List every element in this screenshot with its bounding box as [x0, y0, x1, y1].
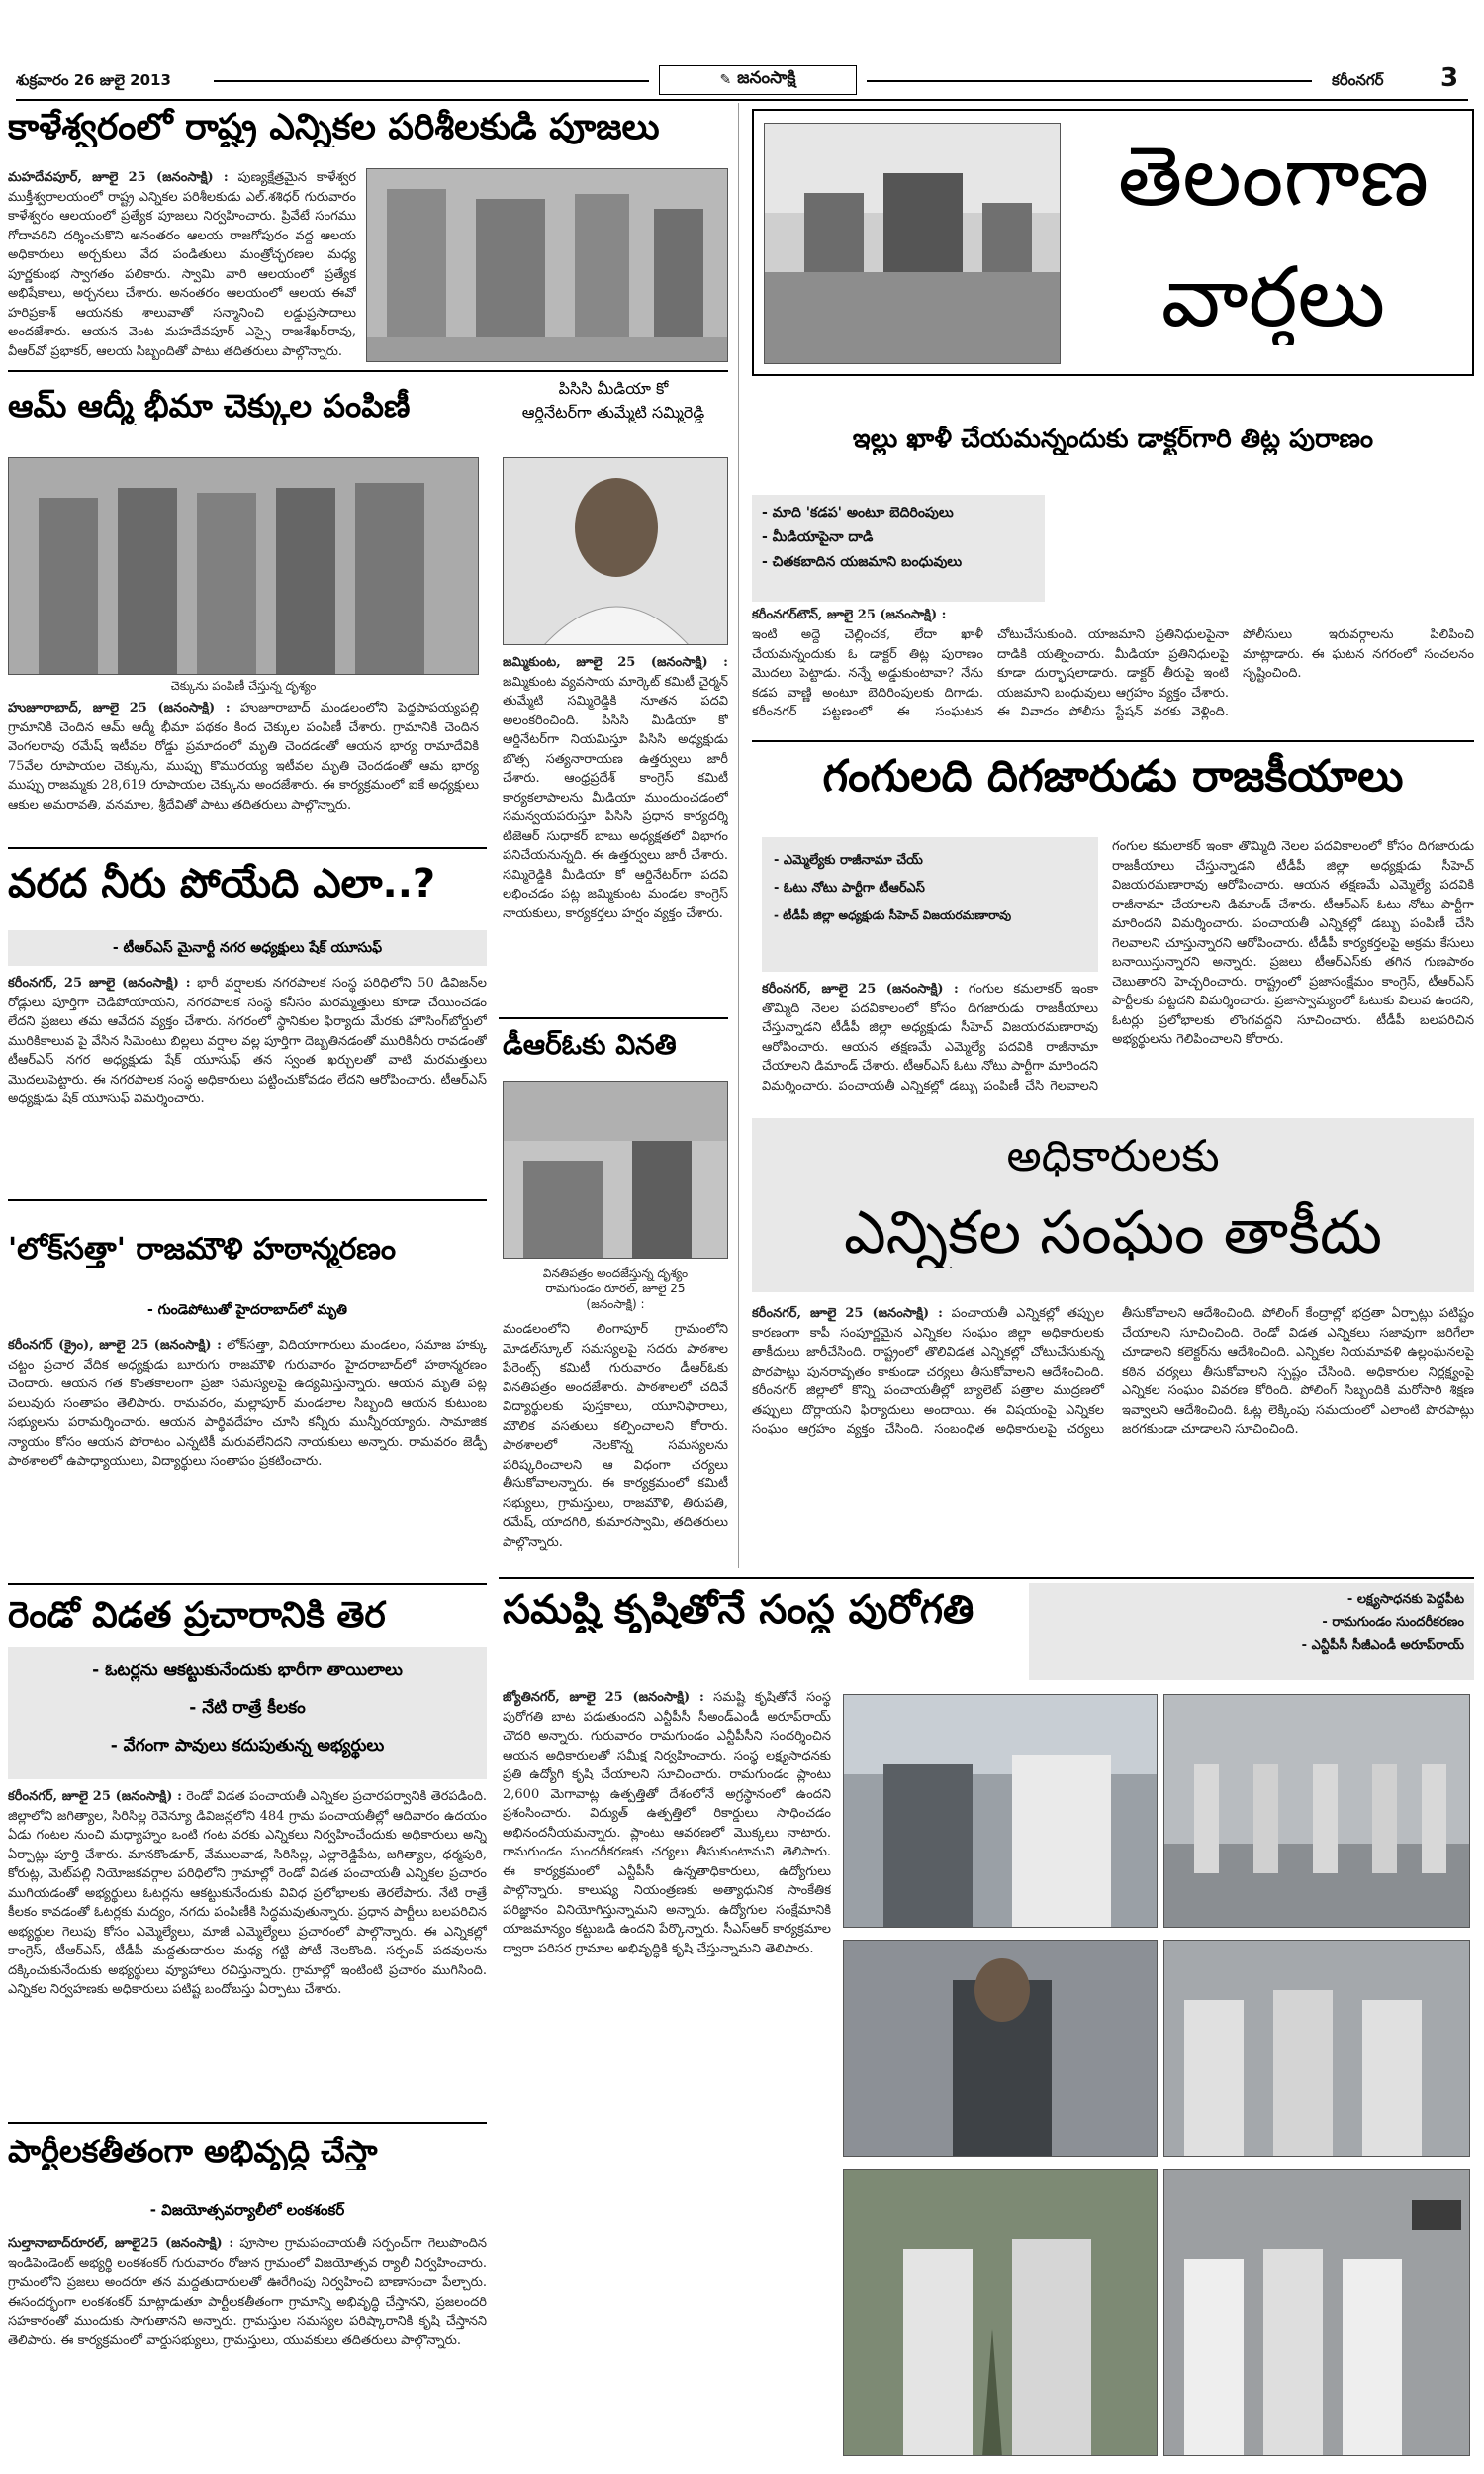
story9-text: ఇంటి అద్దె చెల్లించక, లేదా ఖాళీ చేయమన్నందుకు ఓ డాక్టర్‌ తిట్ల పురాణం మొదలు పెట్టాడు. నన్నే అడ్డుకుంటావా? నేను కడప వాణ్ణి అంటూ బెదిరింపులకు దిగాడు. కరీంనగర్‌ పట్టణంలో ఈ సంఘటన చోటుచేసుకుంది. యాజమాని ప్రతినిధులపైనా దాడికి యత్నించారు. మీడియా ప్రతినిధులపై కూడా దుర్భాషలాడారు. డాక్టర్‌ తీరుపై ఇంటి యజమాని బంధువులు ఆగ్రహం వ్యక్తం చేశారు. ఈ వివాదం పోలీసు స్టేషన్‌ వరకు వెళ్లింది. పోలీసులు ఇరువర్గాలను పిలిపించి మాట్లాడారు. ఈ ఘటన నగరంలో సంచలనం సృష్టించింది.: [752, 627, 1474, 719]
story12-text: సమష్టి కృషితోనే సంస్థ పురోగతి బాట పడుతుందని ఎన్టీపీసీ సీఅండ్‌ఎండీ అరూప్‌రాయ్‌ చౌదరి అన్నారు. గురువారం రామగుండం ఎన్టీపీసీని సందర్శించిన ఆయన అధికారులతో సమీక్ష నిర్వహించారు. సంస్థ లక్ష్యసాధనకు ప్రతి ఉద్యోగి కృషి చేయాలని సూచించారు. రామగుండం ప్లాంటు 2,600 మెగావాట్ల ఉత్పత్తితో దేశంలోనే అగ్రస్థానంలో ఉందని ప్రశంసించారు. విద్యుత్‌ ఉత్పత్తిలో రికార్డులు సాధించడం అభినందనీయమన్నారు. ప్లాంటు ఆవరణలో మొక్కలు నాటారు. రామగుండం సుందరీకరణకు చర్యలు తీసుకుంటామని తెలిపారు. ఈ కార్యక్రమంలో ఎన్టీపీసీ ఉన్నతాధికారులు, ఉద్యోగులు పాల్గొన్నారు. కాలుష్య నియంత్రణకు అత్యాధునిక సాంకేతిక పరిజ్ఞానం వినియోగిస్తున్నామని అన్నారు. ఉద్యోగుల సంక్షేమానికి యాజమాన్యం కట్టుబడి ఉందని పేర్కొన్నారు. సీఎస్‌ఆర్‌ కార్యక్రమాల ద్వారా పరిసర గ్రామాల అభివృద్ధికి కృషి చేస్తున్నామని తెలిపారు.: [503, 1690, 831, 1956]
story9-bullets: [752, 495, 1045, 602]
plant-visit-illustration: [1164, 2170, 1470, 2456]
page-number: 3: [1440, 63, 1459, 93]
banner-fort-photo: [764, 123, 1061, 364]
story12-headline: సమష్టి కృషితోనే సంస్థ పురోగతి: [503, 1587, 974, 1633]
story1-body: [8, 168, 356, 362]
paper-logo: [659, 65, 857, 95]
story12-bullet-1: - లక్ష్యసాధనకు పెద్దపీట: [1346, 1592, 1464, 1607]
section-banner: [752, 109, 1474, 376]
story1-photo: [366, 168, 728, 362]
story6-body: [503, 1320, 728, 1575]
story8-subhead: - విజయోత్సవర్యాలీలో లంకశంకర్‌: [149, 2201, 345, 2219]
story9-bullet-1: - మాది 'కడప' అంటూ బెదిరింపులు: [762, 505, 954, 521]
story9-body: [752, 625, 1474, 734]
story2-text: హుజూరాబాద్‌ మండలంలోని పెద్దపాపయ్యపల్లి గ్రామానికి చెందిన ఆమ్‌ ఆద్మీ భీమా పథకం కింద చెక్కుల పంపిణీ చేశారు. గ్రామానికి చెందిన వెంగలరావు రమేష్‌ ఇటీవల రోడ్డు ప్రమాదంలో మృతి చెందడంతో ఆయన భార్య రామాదేవికి 75వేల రూపాయల చెక్కును, ముప్పు కొమురయ్య ఇటీవల మృతి చెందడంతో ఆమ భార్య ముప్పు రాజమ్మకు 28,619 రూపాయల చెక్కును అందజేశారు. ఈ కార్యక్రమంలో ఐకే అధ్యక్షులు ఆకుల అమరావతి, వనమాల, శ్రీదేవితో పాటు తదితరులు పాల్గొన్నారు.: [8, 701, 479, 812]
story10-bullet-2: - ఓటు నోటు పార్టీగా టీఆర్‌ఎస్‌: [774, 881, 925, 896]
story7-subhead-3: - వేగంగా పావులు కదుపుతున్న అభ్యర్థులు: [110, 1736, 385, 1756]
puja-photo-illustration: [367, 169, 728, 362]
cheque-photo-illustration: [9, 458, 479, 675]
story7-subhead-1: - ఓటర్లను ఆకట్టుకునేందుకు భారీగా తాయిలాలు: [92, 1661, 403, 1680]
story10-bullet-3: - టీడీపీ జిల్లా అధ్యక్షుడు సీహెచ్‌ విజయరమణారావు: [774, 908, 1012, 922]
story7-dateline: కరీంనగర్‌, జూలై 25 (జనంసాక్షి) :: [8, 1789, 182, 1804]
story5-text: లోక్‌సత్తా, విదియాగారులు మండలం, సమాజ హక్కు చట్టం ప్రచార వేదిక అధ్యక్షుడు బూరుగు రాజమౌళి గురువారం హైదరాబాద్‌లో హఠాన్మరణం చెందారు. ఆయన గత కొంతకాలంగా ప్రజా సమస్యలపై ఉద్యమిస్తున్నారు. ఆయన మృతి పట్ల పలువురు సంతాపం తెలిపారు. రామవరం, మల్లాపూర్‌ మండలాల సిబ్బంది ఆయన కుటుంబ సభ్యులను పరామర్శించారు. ఆయన పార్థివదేహం చూసి కన్నీరు మున్నీరయ్యారు. సామాజిక న్యాయం కోసం ఆయన పోరాటం ఎన్నటికీ మరువలేనిదని నాయకులు అన్నారు. రామవరం జెడ్పీ పాఠశాలలో ఉపాధ్యాయులు, విద్యార్థులు సంతాపం ప్రకటించారు.: [8, 1338, 487, 1469]
story1-dateline: మహదేవపూర్‌, జూలై 25 (జనంసాక్షి) :: [8, 170, 229, 185]
story7-body: [8, 1787, 487, 2114]
story6-photo: [503, 1081, 728, 1259]
guard-parade-illustration: [1164, 1695, 1470, 1928]
story12-bullets: [1029, 1583, 1474, 1680]
story3-text: జమ్మికుంట వ్యవసాయ మార్కెట్‌ కమిటీ చైర్మన్‌ తుమ్మేటి సమ్మిరెడ్డికి నూతన పదవి అలంకరించింది. పిసిసి మీడియా కో ఆర్డినేటర్‌గా నియమిస్తూ పిసిసి అధ్యక్షుడు బొత్స సత్యనారాయణ ఉత్తర్వులు జారీ చేశారు. ఆంధ్రప్రదేశ్‌ కాంగ్రెస్‌ కమిటీ కార్యకలాపాలను మీడియా ముందుంచడంలో సమన్వయపరుస్తూ పిసిసి ప్రధాన కార్యదర్శి టిజెఆర్‌ సుధాకర్‌ బాబు అధ్యక్షతలో విభాగం పనిచేయనున్నది. ఈ ఉత్తర్వులు జారీ చేశారు. సమ్మిరెడ్డికి మీడియా కో ఆర్డినేటర్‌గా పదవి లభించడం పట్ల జమ్మికుంట మండల కాంగ్రెస్‌ నాయకులు, కార్యకర్తలు హర్షం వ్యక్తం చేశారు.: [503, 674, 728, 921]
story10-body: [762, 980, 1098, 1094]
story6-caption: [503, 1265, 728, 1313]
story12-dateline: జ్యోతినగర్‌, జూలై 25 (జనంసాక్షి) :: [503, 1690, 704, 1705]
story3-body: [503, 653, 728, 1015]
story8-dateline: సుల్తానాబాద్‌రూరల్‌, జూలై25 (జనంసాక్షి) :: [8, 2236, 234, 2251]
story11-headline-line1: అధికారులకు: [1006, 1132, 1220, 1182]
story12-photo-4: [1163, 1940, 1470, 2157]
story3-dateline: జమ్మికుంట, జూలై 25 (జనంసాక్షి) :: [503, 655, 728, 670]
story4-dateline: కరీంనగర్‌, 25 జూలై (జనంసాక్షి) :: [8, 976, 191, 991]
story12-photo-5: [843, 2169, 1158, 2456]
logo-icon: ✎: [719, 72, 732, 88]
story7-text: రెండో విడత పంచాయతీ ఎన్నికల ప్రచారపర్వానికి తెరపడింది. జిల్లాలోని జగిత్యాల, సిరిసిల్ల రెవెన్యూ డివిజన్లలోని 484 గ్రామ పంచాయతీల్లో ఆదివారం ఉదయం ఏడు గంటల నుంచి మధ్యాహ్నం ఒంటి గంట వరకు ఎన్నికలు నిర్వహించేందుకు అధికారులు అన్ని ఏర్పాట్లు పూర్తి చేశారు. మానకొండూర్‌, వేములవాడ, సిరిసిల్ల, ఎల్లారెడ్డిపేట, జగిత్యాల, ధర్మపురి, కోరుట్ల, మెట్‌పల్లి నియోజకవర్గాల పరిధిలోని గ్రామాల్లో రెండో విడత పంచాయతీ ఎన్నికల ప్రచారం ముగియడంతో అభ్యర్థులు ఓటర్లను ఆకట్టుకునేందుకు వివిధ ప్రలోభాలకు తెరలేపారు. నేటి రాత్రే కీలకం కావడంతో ఓటర్లకు మద్యం, నగదు పంపిణీకి సిద్ధమవుతున్నారు. ప్రధాన పార్టీలు బలపరిచిన అభ్యర్థుల గెలుపు కోసం ఎమ్మెల్యేలు, మాజీ ఎమ్మెల్యేలు ప్రచారంలో పాల్గొన్నారు. ఈ ఎన్నికల్లో కాంగ్రెస్‌, టీఆర్‌ఎస్‌, టీడీపీ మద్దతుదారుల మధ్య గట్టి పోటీ నెలకొంది. సర్పంచ్‌ పదవులను దక్కించుకునేందుకు అభ్యర్థులు వ్యూహాలు రచిస్తున్నారు. గ్రామాల్లో ఇంటింటి ప్రచారం ముగిసింది. ఎన్నికల నిర్వహణకు అధికారులు పటిష్ట బందోబస్తు ఏర్పాటు చేశారు.: [8, 1789, 487, 1997]
story11-text: పంచాయతీ ఎన్నికల్లో తప్పుల కారణంగా కాపీ సంపూర్ణమైన ఎన్నికల సంఘం జిల్లా అధికారులకు తాకీదులు జారీచేసింది. రాష్ట్రంలో తొలివిడత ఎన్నికల్లో చోటుచేసుకున్న పొరపాట్లు పునరావృతం కాకుండా చర్యలు తీసుకోవాలని ఆదేశించింది. కరీంనగర్‌ జిల్లాలో కొన్ని పంచాయతీల్లో బ్యాలెట్‌ పత్రాల ముద్రణలో తప్పులు దొర్లాయని ఫిర్యాదులు అందాయి. ఈ విషయంపై ఎన్నికల సంఘం ఆగ్రహం వ్యక్తం చేసింది. సంబంధిత అధికారులపై చర్యలు తీసుకోవాలని ఆదేశించింది. పోలింగ్‌ కేంద్రాల్లో భద్రతా ఏర్పాట్లు పటిష్టం చేయాలని సూచించింది. రెండో విడత ఎన్నికలు సజావుగా జరిగేలా చూడాలని కలెక్టర్‌ను ఆదేశించింది. ఎన్నికల నియమావళి ఉల్లంఘనలపై కఠిన చర్యలు తీసుకోవాలని స్పష్టం చేసింది. అధికారుల నిర్లక్ష్యంపై ఎన్నికల సంఘం వివరణ కోరింది. పోలింగ్‌ సిబ్బందికి మరోసారి శిక్షణ ఇవ్వాలని ఆదేశించింది. ఓట్ల లెక్కింపు సమయంలో ఎలాంటి పొరపాట్లు జరగకుండా చూడాలని సూచించింది.: [752, 1306, 1474, 1437]
story5-dateline: కరీంనగర్‌ (క్రైం), జూలై 25 (జనంసాక్షి) :: [8, 1338, 222, 1353]
story7-headline: రెండో విడత ప్రచారానికి తెర: [8, 1595, 386, 1636]
portrait-illustration: [504, 458, 728, 645]
speech-photo-illustration: [844, 1941, 1158, 2157]
story2-headline: ఆమ్‌ ఆద్మీ భీమా చెక్కుల పంపిణీ: [8, 388, 411, 425]
story11-body: [752, 1304, 1474, 1566]
story1-text: పుణ్యక్షేత్రమైన కాళేశ్వర ముక్తీశ్వరాలయంలో రాష్ట్ర ఎన్నికల పరిశీలకుడు ఎల్‌.శశిధర్‌ గురువారం కాళేశ్వరం ఆలయంలో ప్రత్యేక పూజలు నిర్వహించారు. ప్రివేటే సంగము గోదావరిని దర్శించుకొని అనంతరం ఆలయ రాజగోపురం వద్ద ఆలయ అధికారులు అర్చకులు వేద పండితులు మంత్రోచ్ఛరణల మధ్య పూర్ణకుంభ స్వాగతం పలికారు. స్వామి వారి ఆలయంలో ప్రత్యేక అభిషేకాలు, అర్చనలు చేశారు. అనంతరం ఆలయంలో ఆలయ ఈవో హరిప్రకాశ్‌ ఆయనకు శాలువాతో సన్మానించి లడ్డుప్రసాదాలు అందజేశారు. ఆయన వెంట మహదేవపూర్‌ ఎస్సై రాజశేఖర్‌రావు, వీఆర్‌వో ప్రభాకర్‌, ఆలయ సిబ్బందితో పాటు తదితరులు పాల్గొన్నారు.: [8, 170, 356, 359]
story2-body: [8, 699, 479, 841]
tree-planting-illustration: [844, 2170, 1158, 2456]
story3-photo: [503, 457, 728, 645]
story10-bullets: [762, 837, 1098, 972]
masthead: [16, 63, 1468, 99]
fort-illustration: [765, 124, 1061, 364]
story9-dateline: కరీంనగర్‌టౌన్‌, జూలై 25 (జనంసాక్షి) :: [752, 608, 947, 622]
story9-headline: ఇల్లు ఖాళీ చేయమన్నందుకు డాక్టర్‌గారి తిట్ల పురాణం: [852, 426, 1374, 454]
story12-bullet-3: - ఎన్టీపీసీ సీజీఎండీ అరూప్‌రాయ్‌: [1301, 1638, 1464, 1653]
banner-line2: వార్తలు: [1160, 249, 1386, 345]
story6-text: మండలంలోని లింగాపూర్‌ గ్రామంలోని మోడల్‌స్కూల్‌ సమస్యలపై సదరు పాఠశాల పేరెంట్స్‌ కమిటీ గురువారం డీఆర్‌ఓకు వినతిపత్రం అందజేశారు. పాఠశాలలో చదివే విద్యార్థులకు పుస్తకాలు, యూనిఫారాలు, మౌలిక వసతులు కల్పించాలని కోరారు. పాఠశాలలో నెలకొన్న సమస్యలను పరిష్కరించాలని ఆ విధంగా చర్యలు తీసుకోవాలన్నారు. ఈ కార్యక్రమంలో కమిటీ సభ్యులు, గ్రామస్తులు, రాజమౌళి, తిరుపతి, రమేష్‌, యాదగిరి, కుమారస్వామి, తదితరులు పాల్గొన్నారు.: [503, 1322, 728, 1550]
welcome-photo-illustration: [844, 1695, 1158, 1928]
story10-dateline: కరీంనగర్‌, జూలై 25 (జనంసాక్షి) :: [762, 982, 959, 997]
story4-text: భారీ వర్షాలకు నగరపాలక సంస్థ పరిధిలోని 50 డివిజన్‌ల రోడ్లులు పూర్తిగా చెడిపోయాయని, నగరపాలక సంస్థ కనీసం మరమ్మత్తులు కూడా చేయించడం లేదని ప్రజలు తమ ఆవేదన వ్యక్తం చేశారు. నగరంలో స్థానికుల ఫిర్యాదు మేరకు హౌసింగ్‌బోర్డులో మురికికాలువ పై వేసిన సిమెంటు బిల్లలు వర్షాల వల్ల పూర్తిగా దెబ్బతినడంతో మురికినీరు రావడంతో టీఆర్‌ఎస్‌ నగర అధ్యక్షుడు షేక్‌ యూసుఫ్‌ తన స్వంత ఖర్చులతో వాటి మరమత్తులు మొదలుపెట్టారు. ఈ నగరపాలక సంస్థ అధికారులు పట్టించుకోవడం లేదని ఆరోపించారు. టీఆర్‌ఎస్‌ అధ్యక్షుడు షేక్‌ యూసుఫ్‌ విమర్శించారు.: [8, 976, 487, 1106]
story4-subhead-box: [8, 930, 487, 966]
story11-dateline: కరీంనగర్‌, జూలై 25 (జనంసాక్షి) :: [752, 1306, 943, 1321]
story12-photo-1: [843, 1694, 1158, 1928]
story5-subhead: - గుండెపోటుతో హైదరాబాద్‌లో మృతి: [146, 1302, 348, 1318]
story3-header: [499, 380, 728, 423]
story11-headline-box: [752, 1118, 1474, 1292]
story3-headline: ఆర్డినేటర్‌గా తుమ్మేటి సమ్మిరెడ్డి: [521, 404, 705, 423]
story12-photo-2: [1163, 1694, 1470, 1928]
story10-body-right: [1112, 837, 1474, 1094]
story10-headline: గంగులది దిగజారుడు రాజకీయాలు: [822, 752, 1404, 802]
story12-photo-6: [1163, 2169, 1470, 2456]
story8-headline: పార్టీలకతీతంగా అభివృద్ధి చేస్తా: [8, 2134, 378, 2170]
story1-headline: కాళేశ్వరంలో రాష్ట్ర ఎన్నికల పరిశీలకుడి పూజలు: [8, 107, 660, 147]
story4-subhead: - టీఆర్‌ఎస్‌ మైనార్టీ నగర అధ్యక్షులు షేక్‌ యూసుఫ్‌: [112, 940, 383, 956]
story12-bullet-2: - రామగుండం సుందరీకరణం: [1322, 1615, 1464, 1630]
story8-text: పూసాల గ్రామపంచాయతీ సర్పంచ్‌గా గెలుపొందిన ఇండిపెండెంట్‌ అభ్యర్థి లంకశంకర్‌ గురువారం రోజున గ్రామంలో విజయోత్సవ ర్యాలీ నిర్వహించారు. గ్రామంలోని ప్రజలు అందరూ తన మద్దతుదారులతో ఊరేగింపు నిర్వహించి బాణాసంచా పేల్చారు. ఈసందర్భంగా లంకశంకర్‌ మాట్లాడుతూ పార్టీలకతీతంగా గ్రామాన్ని అభివృద్ధి చేస్తానని, ప్రజలందరి సహకారంతో ముందుకు సాగుతానని అన్నారు. గ్రామస్తుల సమస్యల పరిష్కారానికి కృషి చేస్తానని తెలిపారు. ఈ కార్యక్రమంలో వార్డుసభ్యులు, గ్రామస్తులు, యువకులు తదితరులు పాల్గొన్నారు.: [8, 2236, 487, 2348]
story12-body: [503, 1688, 831, 2460]
story4-headline: వరద నీరు పోయేది ఎలా..?: [8, 861, 436, 906]
paper-name: జనంసాక్షి: [737, 68, 796, 88]
story2-photo-caption: చెక్కును పంపిణీ చేస్తున్న దృశ్యం: [170, 679, 317, 693]
story11-headline-line2: ఎన్నికల సంఘం తాకీదు: [843, 1199, 1383, 1268]
story2-photo: [8, 457, 479, 675]
story6-caption-line2: రామగుండం రూరల్‌, జూలై 25: [545, 1282, 686, 1296]
story2-dateline: హుజూరాబాద్‌, జూలై 25 (జనంసాక్షి) :: [8, 701, 231, 715]
banner-line1: తెలంగాణ: [1117, 129, 1430, 225]
story3-kicker: పిసిసి మీడియా కో: [558, 380, 669, 398]
story6-headline: డీఆర్‌ఓకు వినతి: [503, 1029, 677, 1061]
story9-bullet-2: - మీడియాపైనా దాడి: [762, 529, 874, 545]
story10-text: గంగుల కమలాకర్‌ ఇంకా తొమ్మిది నెలల పదవికాలంలో కోసం దిగజారుడు రాజకీయాలు చేస్తున్నాడని టీడీపీ జిల్లా అధ్యక్షుడు సీహెచ్‌ విజయరమణారావు ఆరోపించారు. ఆయన తక్షణమే ఎమ్మెల్యే పదవికి రాజీనామా చేయాలని డిమాండ్‌ చేశారు. టీఆర్‌ఎస్‌ ఓటు నోటు పార్టీగా మారిందని విమర్శించారు. పంచాయతీ ఎన్నికల్లో డబ్బు పంపిణీ చేసి గెలవాలని: [762, 982, 1098, 1094]
story7-subhead-box: [8, 1647, 487, 1779]
plaque-photo-illustration: [1164, 1941, 1470, 2157]
story5-headline: 'లోక్‌సత్తా' రాజమౌళి హఠాన్మరణం: [8, 1233, 397, 1267]
story4-body: [8, 974, 487, 1189]
masthead-date: శుక్రవారం 26 జులై 2013: [16, 71, 171, 89]
story12-photo-3: [843, 1940, 1158, 2157]
story5-body: [8, 1336, 487, 1575]
story8-body: [8, 2235, 487, 2456]
story10-text-cont: గంగుల కమలాకర్‌ ఇంకా తొమ్మిది నెలల పదవికాలంలో కోసం దిగజారుడు రాజకీయాలు చేస్తున్నాడని టీడీపీ జిల్లా అధ్యక్షుడు సీహెచ్‌ విజయరమణారావు ఆరోపించారు. ఆయన తక్షణమే ఎమ్మెల్యే పదవికి రాజీనామా చేయాలని డిమాండ్‌ చేశారు. టీఆర్‌ఎస్‌ ఓటు నోటు పార్టీగా మారిందని విమర్శించారు. పంచాయతీ ఎన్నికల్లో డబ్బు పంపిణీ చేసి గెలవాలని చూస్తున్నారని ఆరోపించారు. టీడీపీ కార్యకర్తలపై అక్రమ కేసులు బనాయిస్తున్నారని అన్నారు. ప్రజలు టీఆర్‌ఎస్‌కు తగిన గుణపాఠం చెబుతారని హెచ్చరించారు. రాష్ట్రంలో ప్రజాసంక్షేమం కాంగ్రెస్‌, టీఆర్‌ఎస్‌ పార్టీలకు పట్టదని విమర్శించారు. ప్రజాస్వామ్యంలో ఓటుకు విలువ ఉందని, ఓటర్లు ప్రలోభాలకు లొంగవద్దని సూచించారు. టీడీపీ బలపరిచిన అభ్యర్థులను గెలిపించాలని కోరారు.: [1112, 839, 1474, 1047]
memorandum-photo-illustration: [504, 1082, 728, 1259]
story9-bullet-3: - చితకబాదిన యజమాని బంధువులు: [762, 554, 963, 570]
story6-caption-line1: వినతిపత్రం అందజేస్తున్న దృశ్యం: [542, 1266, 689, 1280]
story6-caption-line3: (జనంసాక్షి) :: [586, 1297, 645, 1312]
story7-subhead-2: - నేటి రాత్రే కీలకం: [189, 1698, 306, 1718]
masthead-edition: కరీంనగర్: [1332, 71, 1384, 89]
story10-bullet-1: - ఎమ్మెల్యేకు రాజీనామా చేయ్‌: [774, 853, 923, 868]
